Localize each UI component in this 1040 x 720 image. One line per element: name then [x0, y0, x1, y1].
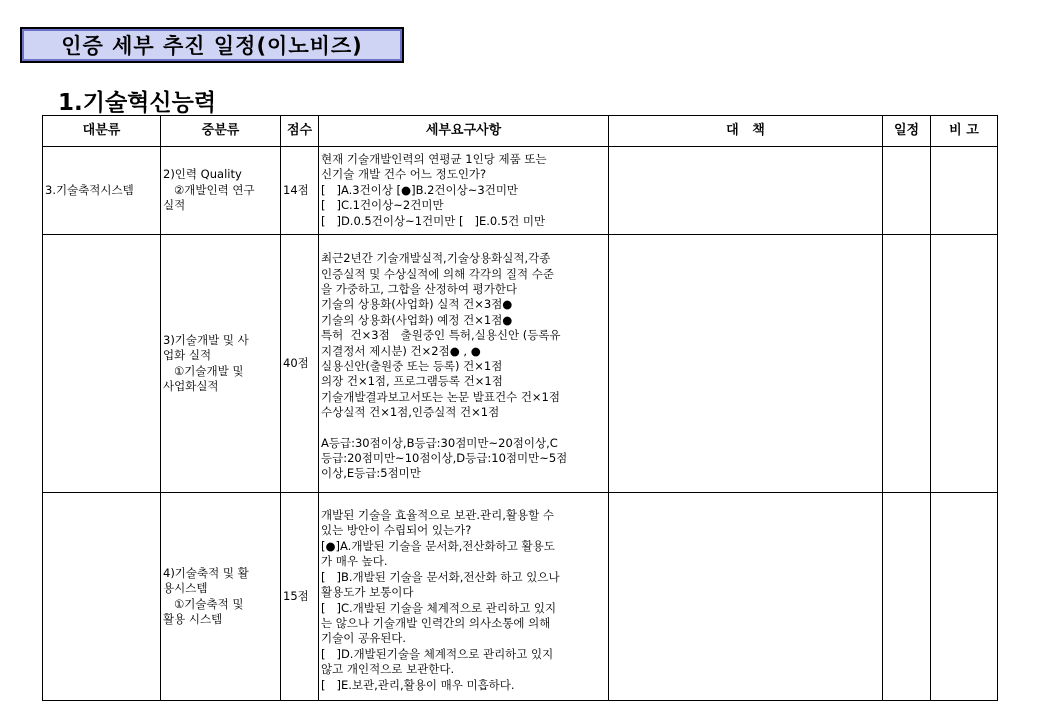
col-header-subcategory: 중분류 — [161, 116, 281, 147]
requirement-line: [ ]C.1건이상~2건미만 — [321, 198, 444, 213]
countermeasure-cell[interactable] — [609, 147, 883, 235]
requirement-line: 활용도가 보통이다 — [321, 585, 414, 600]
category-cell — [43, 235, 161, 493]
requirement-line: 수상실적 건×1점,인증실적 건×1점 — [321, 405, 500, 420]
requirements-cell — [319, 235, 609, 493]
score-cell: 40점 — [281, 235, 319, 493]
requirement-line: 기술이 공유된다. — [321, 631, 407, 646]
score-cell: 15점 — [281, 493, 319, 701]
requirement-line: 이상,E등급:5점미만 — [321, 466, 421, 481]
subcategory-line: 업화 실적 — [163, 348, 212, 363]
col-header-requirements: 세부요구사항 — [319, 116, 609, 147]
requirements-table — [42, 115, 998, 701]
requirement-line: 기술개발결과보고서또는 논문 발표건수 건×1점 — [321, 389, 560, 404]
countermeasure-cell[interactable] — [609, 235, 883, 493]
requirement-line: A등급:30점이상,B등급:30점미만~20점이상,C — [321, 435, 558, 450]
table-row — [43, 493, 998, 701]
subcategory-cell — [161, 235, 281, 493]
countermeasure-cell[interactable] — [609, 493, 883, 701]
table-header-row — [43, 116, 998, 147]
requirement-line: [ ]D.0.5건이상~1건미만 [ ]E.0.5건 미만 — [321, 213, 546, 228]
requirement-line: [ ]D.개발된기술을 체계적으로 관리하고 있지 — [321, 646, 554, 661]
requirement-line: 기술의 상용화(사업화) 실적 건×3점● — [321, 297, 513, 312]
subcategory-line: 사업화실적 — [163, 378, 219, 393]
category-cell: 3.기술축적시스템 — [43, 147, 161, 235]
remarks-cell[interactable] — [931, 147, 998, 235]
requirement-line: [ ]C.개발된 기술을 체계적으로 관리하고 있지 — [321, 600, 557, 615]
requirement-line: 가 매우 높다. — [321, 554, 388, 569]
subcategory-cell — [161, 493, 281, 701]
requirements-cell — [319, 147, 609, 235]
score-cell: 14점 — [281, 147, 319, 235]
requirement-line: 특허 건×3점 출원중인 특허,실용신안 (등록유 — [321, 328, 561, 343]
requirement-line: 않고 개인적으로 보관한다. — [321, 662, 455, 677]
col-header-remarks: 비 고 — [931, 116, 998, 147]
requirement-line: [ ]A.3건이상 [●]B.2건이상~3건미만 — [321, 182, 519, 197]
remarks-cell[interactable] — [931, 493, 998, 701]
requirement-line: 있는 방안이 수립되어 있는가? — [321, 523, 472, 538]
requirement-line: 신기술 개발 건수 어느 정도인가? — [321, 167, 487, 182]
subcategory-line: 용시스템 — [163, 581, 208, 596]
requirement-line: 등급:20점미만~10점이상,D등급:10점미만~5점 — [321, 451, 568, 466]
col-header-category: 대분류 — [43, 116, 161, 147]
requirement-line: 기술의 상용화(사업화) 예정 건×1점● — [321, 312, 513, 327]
subcategory-line: 4)기술축적 및 활 — [163, 565, 249, 580]
subcategory-line: ①기술개발 및 — [163, 363, 244, 378]
section-title: 1.기술혁신능력 — [58, 90, 217, 116]
requirement-line: 현재 기술개발인력의 연평균 1인당 제품 또는 — [321, 151, 547, 166]
requirement-line: [ ]E.보관,관리,활용이 매우 미흡하다. — [321, 677, 515, 692]
requirement-line: [ ]B.개발된 기술을 문서화,전산화 하고 있으나 — [321, 569, 560, 584]
requirement-line: [●]A.개발된 기술을 문서화,전산화하고 활용도 — [321, 538, 555, 553]
subcategory-line: 실적 — [163, 198, 186, 213]
requirement-spacer — [321, 421, 606, 436]
requirement-line: 의장 건×1점, 프로그램등록 건×1점 — [321, 374, 503, 389]
table-row — [43, 147, 998, 235]
remarks-cell[interactable] — [931, 235, 998, 493]
document-title: 인증 세부 추진 일정(이노비즈) — [20, 27, 404, 63]
subcategory-line: ①기술축적 및 — [163, 596, 244, 611]
requirement-line: 개발된 기술을 효율적으로 보관.관리,활용할 수 — [321, 508, 555, 523]
requirement-line: 최근2년간 기술개발실적,기술상용화실적,각종 — [321, 251, 551, 266]
requirement-line: 는 않으나 기술개발 인력간의 의사소통에 의해 — [321, 615, 551, 630]
col-header-score: 점수 — [281, 116, 319, 147]
requirement-line: 을 가중하고, 그합을 산정하여 평가한다 — [321, 281, 518, 296]
subcategory-line: 2)인력 Quality — [163, 167, 242, 182]
schedule-cell[interactable] — [883, 147, 931, 235]
col-header-schedule: 일정 — [883, 116, 931, 147]
category-cell — [43, 493, 161, 701]
requirement-line: 실용신안(출원중 또는 등록) 건×1점 — [321, 359, 503, 373]
col-header-countermeasure: 대 책 — [609, 116, 883, 147]
subcategory-line: ②개발인력 연구 — [163, 182, 255, 197]
subcategory-cell — [161, 147, 281, 235]
requirement-line: 지결정서 제시분) 건×2점● , ● — [321, 343, 481, 358]
schedule-cell[interactable] — [883, 493, 931, 701]
requirement-line: 인증실적 및 수상실적에 의해 각각의 질적 수준 — [321, 266, 555, 281]
subcategory-line: 활용 시스템 — [163, 611, 223, 626]
subcategory-line: 3)기술개발 및 사 — [163, 332, 249, 347]
requirements-cell — [319, 493, 609, 701]
schedule-cell[interactable] — [883, 235, 931, 493]
table-row — [43, 235, 998, 493]
